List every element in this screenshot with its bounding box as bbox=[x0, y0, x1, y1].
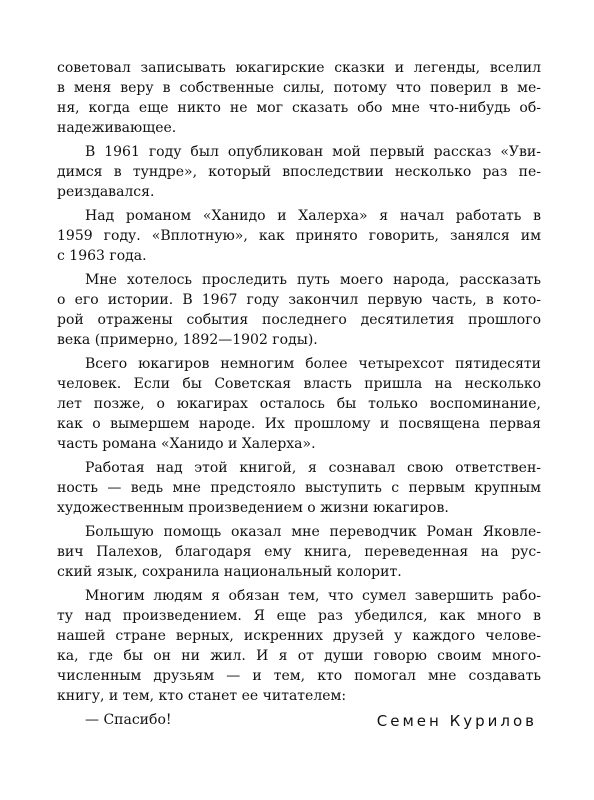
paragraph-6 bbox=[57, 458, 541, 518]
author-signature: Семен Курилов bbox=[376, 712, 537, 730]
text-line: ту над произведением. Я еще раз убедился, как много в bbox=[57, 608, 541, 624]
paragraph-7 bbox=[57, 522, 541, 582]
text-line: Всего юкагиров немногим более четырехсот пятидесяти bbox=[85, 356, 541, 372]
paragraph-3 bbox=[57, 206, 541, 266]
text-line: В 1961 году был опубликован мой первый рассказ «Уви- bbox=[85, 144, 541, 160]
text-line: 1959 году. «Вплотную», как принято говорить, занялся им bbox=[57, 228, 541, 244]
text-line: часть романа «Ханидо и Халерха». bbox=[57, 436, 316, 452]
paragraph-2 bbox=[57, 142, 541, 202]
text-line: ский язык, сохранила национальный колорит. bbox=[57, 564, 402, 580]
text-line: ня, когда еще никто не мог сказать обо мне что-нибудь об- bbox=[57, 100, 541, 116]
text-line: века (примерно, 1892—1902 годы). bbox=[57, 332, 318, 348]
text-line: Мне хотелось проследить путь моего народа, рассказать bbox=[85, 272, 541, 288]
text-line: с 1963 года. bbox=[57, 248, 147, 264]
text-line: Многим людям я обязан тем, что сумел завершить рабо- bbox=[85, 588, 541, 604]
text-line: в меня веру в собственные силы, потому что поверил в ме- bbox=[57, 80, 541, 96]
text-line: человек. Если бы Советская власть пришла на несколько bbox=[57, 376, 541, 392]
paragraph-4 bbox=[57, 270, 541, 350]
text-line: советовал записывать юкагирские сказки и легенды, вселил bbox=[57, 60, 541, 76]
paragraph-8 bbox=[57, 586, 541, 706]
document-body bbox=[57, 58, 541, 734]
text-line: надеживающее. bbox=[57, 120, 177, 136]
text-line: Над романом «Ханидо и Халерха» я начал работать в bbox=[85, 208, 541, 224]
text-line: реиздавался. bbox=[57, 184, 155, 200]
text-line: вич Палехов, благодаря ему книга, переведенная на рус- bbox=[57, 544, 541, 560]
text-line: о его истории. В 1967 году закончил первую часть, в кото- bbox=[57, 292, 541, 308]
text-line: ность — ведь мне предстояло выступить с первым крупным bbox=[57, 480, 541, 496]
text-line: как о вымершем народе. Их прошлому и посвящена первая bbox=[57, 416, 541, 432]
paragraph-1 bbox=[57, 58, 541, 138]
text-line: — Спасибо! bbox=[85, 712, 172, 728]
text-line: димся в тундре», который впоследствии несколько раз пе- bbox=[57, 164, 541, 180]
text-line: рой отражены события последнего десятилетия прошлого bbox=[57, 312, 541, 328]
text-line: Работая над этой книгой, я сознавал свою ответствен- bbox=[85, 460, 541, 476]
text-line: книгу, и тем, кто станет ее читателем: bbox=[57, 688, 347, 704]
paragraph-5 bbox=[57, 354, 541, 454]
text-line: ка, где бы он ни жил. И я от души говорю своим много- bbox=[57, 648, 541, 664]
text-line: Большую помощь оказал мне переводчик Роман Яковле- bbox=[85, 524, 541, 540]
text-line: художественным произведением о жизни юкагиров. bbox=[57, 500, 449, 516]
text-line: численным друзьям — и тем, кто помогал мне создавать bbox=[57, 668, 541, 684]
text-line: нашей стране верных, искренних друзей у каждого челове- bbox=[57, 628, 541, 644]
text-line: лет позже, о юкагирах осталось бы только воспоминание, bbox=[57, 396, 541, 412]
